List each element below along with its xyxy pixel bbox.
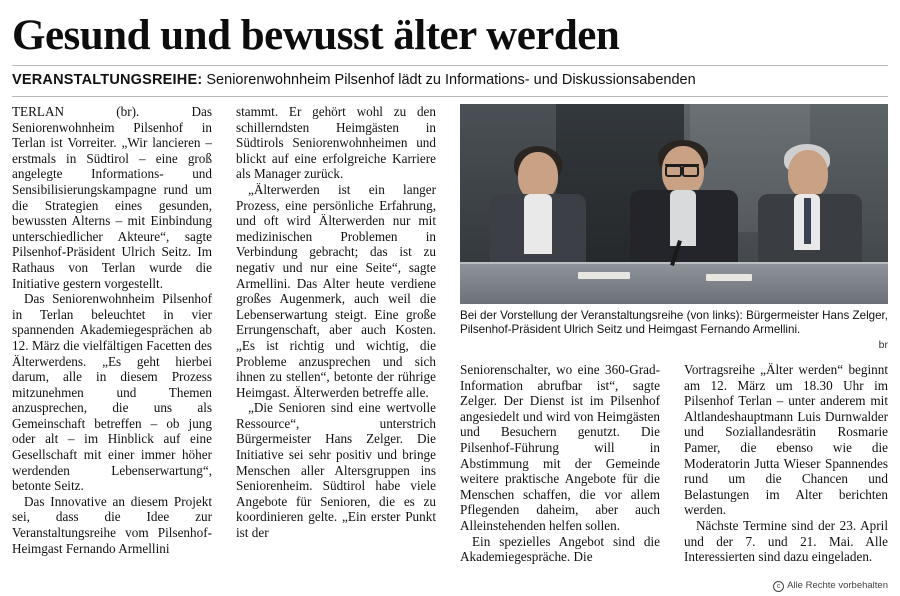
press-conference-photo [460, 104, 888, 304]
copyright-text: Alle Rechte vorbehalten [787, 580, 888, 591]
paragraph: Ein spezielles Angebot sind die Akademiegespräche. Die [460, 533, 660, 565]
photo-credit: br [878, 339, 888, 352]
text-column-2 [236, 104, 436, 541]
paragraph: „Die Senioren sind eine wertvolle Ressource“, unterstrich Bürgermeister Hans Zelger. Die Initiative sei sehr positiv und bringe Menschen aller Altersgruppen ins Seniorenheim. Südtirol habe viele Angebote für Senioren, die es zu koordinieren gelte. „Ein erster Punkt ist der [236, 400, 436, 541]
text-column-4 [684, 362, 888, 565]
shirt [670, 190, 696, 246]
paragraph: Das Seniorenwohnheim Pilsenhof in Terlan beleuchtet in vier spannenden Akademiegesprächen ab 12. März die vielfältigen Facetten des Älterwerdens. „Es geht hierbei darum, alle in diesem Prozess mitzunehmen und Themen anzusprechen, die uns als Gemeinschaft betreffen – ob jung oder alt – im Hinblick auf eine Gesellschaft mit einer immer höher werdenden Lebenserwartung“, betonte Seitz. [12, 291, 212, 494]
photo-caption: Bei der Vorstellung der Veranstaltungsreihe (von links): Bürgermeister Hans Zelger, Pilsenhof-Präsident Ulrich Seitz und Heimgast Fernando Armellini. [460, 309, 888, 337]
head [518, 152, 558, 200]
paragraph: „Älterwerden ist ein langer Prozess, eine persönliche Erfahrung, und oft wird Älterwerden nur mit medizinischen Problemen in Verbindung gebracht; das ist zu negativ und nur eine Seite“, sagte Armellini. Das Alter heute verdiene großes Augenmerk, auch weil die Lebenserwartung steigt. Eine große Errungenschaft, aber auch Kosten. „Es ist richtig und wichtig, die Probleme anzusprechen und sich ihnen zu stellen“, betonte der rührige Heimgast. Älterwerden betreffe alle. [236, 181, 436, 400]
text-column-1 [12, 104, 212, 556]
head [788, 150, 828, 198]
paragraph: TERLAN (br). Das Seniorenwohnheim Pilsenhof in Terlan ist Vorreiter. „Wir lancieren – erstmals in Südtirol – eine groß angelegte Informations- und Sensibilisierungskampagne rund um die Strategien eines gesunden, bewussten Alterns – mit Einbindung unterschiedlicher Akteure“, sagte Pilsenhof-Präsident Ulrich Seitz. Im Rathaus von Terlan wurde die Initiative gestern vorgestellt. [12, 104, 212, 291]
page-title: Gesund und bewusst älter werden [12, 12, 620, 59]
paragraph: Seniorenschalter, wo eine 360-Grad-Information abrufbar ist“, sagte Zelger. Der Dienst ist im Pilsenhof angesiedelt und wird von Heimgästen und Besuchern genutzt. Die Pilsenhof-Führung will in Abstimmung mit der Gemeinde weitere praktische Angebote für die Menschen schaffen, die vor allem Pflegenden daheim, aber auch Alleinstehenden helfen sollen. [460, 362, 660, 533]
article-body [12, 104, 888, 594]
photo-block [460, 104, 888, 351]
paper-sheet [706, 274, 752, 281]
divider-top [12, 65, 888, 66]
paragraph: stammt. Er gehört wohl zu den schillerndsten Heimgästen in Südtirols Seniorenwohnheimen und blickt auf eine erfolgreiche Karriere als Manager zurück. [236, 104, 436, 182]
paragraph: Das Innovative an diesem Projekt sei, dass die Idee zur Veranstaltungsreihe vom Pilsenhof-Heimgast Fernando Armellini [12, 493, 212, 556]
text-column-3 [460, 362, 660, 565]
paragraph: Vortragsreihe „Älter werden“ beginnt am 12. März um 18.30 Uhr im Pilsenhof Terlan – unter anderem mit Altlandeshauptmann Luis Durnwalder und Soziallandesrätin Rosmarie Pamer, die ebenso wie die Moderatorin Jutta Wieser Spannendes rund um die Chancen und Belastungen im Alter berichten werden. [684, 362, 888, 518]
kicker-label: VERANSTALTUNGSREIHE: [12, 72, 203, 88]
copyright-notice [773, 580, 888, 592]
paper-sheet [578, 272, 630, 279]
glasses-icon [665, 164, 699, 174]
divider-sub [12, 96, 888, 97]
shirt [524, 194, 552, 254]
subheadline [12, 71, 888, 89]
paragraph: Nächste Termine sind der 23. April und der 7. und 21. Mai. Alle Interessierten sind dazu eingeladen. [684, 517, 888, 565]
table-surface [460, 264, 888, 304]
subheadline-text: Seniorenwohnheim Pilsenhof lädt zu Informations- und Diskussionsabenden [206, 72, 696, 88]
tie [804, 198, 811, 244]
copyright-icon: c [773, 581, 784, 592]
